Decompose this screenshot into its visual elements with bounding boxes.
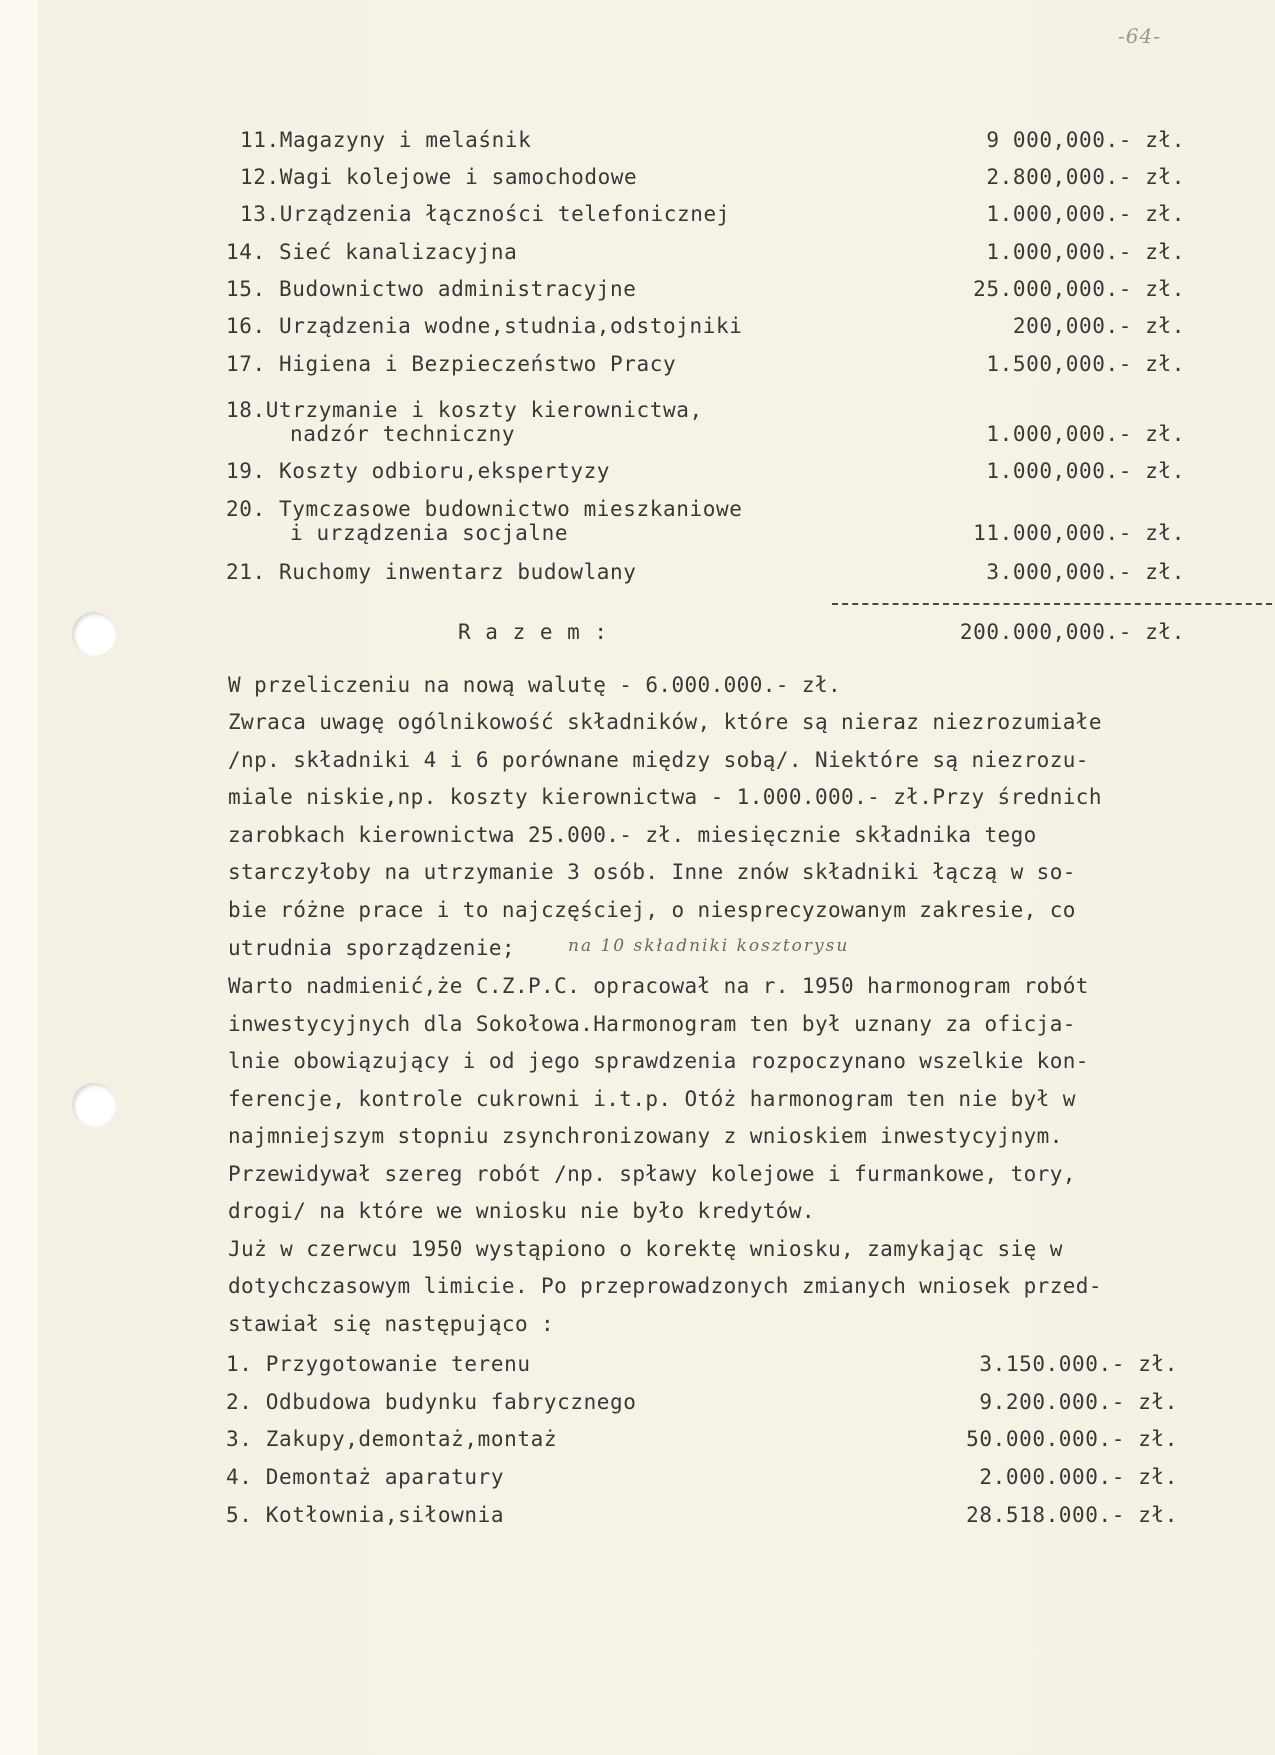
paragraph-line: utrudnia sporządzenie; bbox=[228, 936, 515, 960]
cost-item-label: 12.Wagi kolejowe i samochodowe bbox=[240, 165, 638, 189]
cost-item-label: 16. Urządzenia wodne,studnia,odstojniki bbox=[226, 314, 743, 338]
cost-item-label-cont: nadzór techniczny bbox=[290, 422, 516, 446]
cost-item-amount: 3.000,000.- zł. bbox=[986, 560, 1185, 584]
revised-item-label: 5. Kotłownia,siłownia bbox=[226, 1503, 505, 1527]
revised-item-label: 1. Przygotowanie terenu bbox=[226, 1352, 531, 1376]
revised-item-label: 2. Odbudowa budynku fabrycznego bbox=[226, 1390, 637, 1414]
cost-item-label: 15. Budownictwo administracyjne bbox=[226, 277, 637, 301]
paragraph-line: bie różne prace i to najczęściej, o niesprecyzowanym zakresie, co bbox=[228, 898, 1076, 922]
punch-hole bbox=[72, 1083, 116, 1127]
cost-item-label: 18.Utrzymanie i koszty kierownictwa, bbox=[226, 398, 703, 422]
cost-item-amount: 200,000.- zł. bbox=[1012, 314, 1185, 338]
paragraph-line: stawiał się następująco : bbox=[228, 1312, 555, 1336]
cost-item-label: 20. Tymczasowe budownictwo mieszkaniowe bbox=[226, 497, 743, 521]
page-margin bbox=[0, 0, 38, 1755]
cost-item-label: 21. Ruchomy inwentarz budowlany bbox=[226, 560, 637, 584]
paragraph-line: Zwraca uwagę ogólnikowość składników, które są nieraz niezrozumiałe bbox=[228, 710, 1102, 734]
revised-item-amount: 2.000.000.- zł. bbox=[979, 1465, 1178, 1489]
revised-item-amount: 9.200.000.- zł. bbox=[979, 1390, 1178, 1414]
paragraph-line: /np. składniki 4 i 6 porównane między sobą/. Niektóre są niezrozu- bbox=[228, 748, 1089, 772]
punch-hole bbox=[72, 612, 116, 656]
paragraph-line: dotychczasowym limicie. Po przeprowadzonych zmianych wniosek przed- bbox=[228, 1274, 1102, 1298]
paragraph-line: drogi/ na które we wniosku nie było kredytów. bbox=[228, 1199, 815, 1223]
cost-item-amount: 2.800,000.- zł. bbox=[986, 165, 1185, 189]
cost-item-label: 11.Magazyny i melaśnik bbox=[240, 128, 532, 152]
total-amount: 200.000,000.- zł. bbox=[959, 620, 1185, 644]
cost-item-label: 19. Koszty odbioru,ekspertyzy bbox=[226, 459, 611, 483]
paragraph-line: miale niskie,np. koszty kierownictwa - 1.000.000.- zł.Przy średnich bbox=[228, 785, 1102, 809]
paragraph-line: najmniejszym stopniu zsynchronizowany z wnioskiem inwestycyjnym. bbox=[228, 1124, 1063, 1148]
cost-item-amount: 25.000,000.- zł. bbox=[973, 277, 1185, 301]
cost-item-label: 14. Sieć kanalizacyjna bbox=[226, 240, 518, 264]
paragraph-line: starczyłoby na utrzymanie 3 osób. Inne znów składniki łączą w so- bbox=[228, 860, 1076, 884]
cost-item-amount: 1.500,000.- zł. bbox=[986, 352, 1185, 376]
cost-item-amount: 1.000,000.- zł. bbox=[986, 422, 1185, 446]
total-label: R a z e m : bbox=[458, 620, 609, 644]
cost-item-amount: 1.000,000.- zł. bbox=[986, 240, 1185, 264]
cost-item-amount: 1.000,000.- zł. bbox=[986, 459, 1185, 483]
sum-divider bbox=[832, 603, 1272, 605]
paragraph-line: ferencje, kontrole cukrowni i.t.p. Otóż harmonogram ten nie był w bbox=[228, 1087, 1076, 1111]
paragraph-line: zarobkach kierownictwa 25.000.- zł. miesięcznie składnika tego bbox=[228, 823, 1037, 847]
cost-item-label: 13.Urządzenia łączności telefonicznej bbox=[240, 202, 730, 226]
revised-item-amount: 50.000.000.- zł. bbox=[966, 1427, 1178, 1451]
handwritten-annotation: na 10 składniki kosztorysu bbox=[568, 936, 850, 956]
paragraph-line: Przewidywał szereg robót /np. spławy kolejowe i furmankowe, tory, bbox=[228, 1162, 1076, 1186]
paragraph-line: Już w czerwcu 1950 wystąpiono o korektę wniosku, zamykając się w bbox=[228, 1237, 1063, 1261]
page-number: -64- bbox=[1118, 24, 1161, 48]
cost-item-label-cont: i urządzenia socjalne bbox=[290, 521, 569, 545]
revised-item-amount: 28.518.000.- zł. bbox=[966, 1503, 1178, 1527]
cost-item-amount: 1.000,000.- zł. bbox=[986, 202, 1185, 226]
paragraph-line: inwestycyjnych dla Sokołowa.Harmonogram ten był uznany za oficja- bbox=[228, 1012, 1076, 1036]
revised-item-label: 4. Demontaż aparatury bbox=[226, 1465, 505, 1489]
paragraph-line: lnie obowiązujący i od jego sprawdzenia rozpoczynano wszelkie kon- bbox=[228, 1049, 1089, 1073]
cost-item-amount: 11.000,000.- zł. bbox=[973, 521, 1185, 545]
cost-item-amount: 9 000,000.- zł. bbox=[986, 128, 1185, 152]
cost-item-label: 17. Higiena i Bezpieczeństwo Pracy bbox=[226, 352, 677, 376]
revised-item-amount: 3.150.000.- zł. bbox=[979, 1352, 1178, 1376]
paragraph-line: Warto nadmienić,że C.Z.P.C. opracował na r. 1950 harmonogram robót bbox=[228, 974, 1089, 998]
paragraph-line: W przeliczeniu na nową walutę - 6.000.000.- zł. bbox=[228, 673, 842, 697]
revised-item-label: 3. Zakupy,demontaż,montaż bbox=[226, 1427, 558, 1451]
